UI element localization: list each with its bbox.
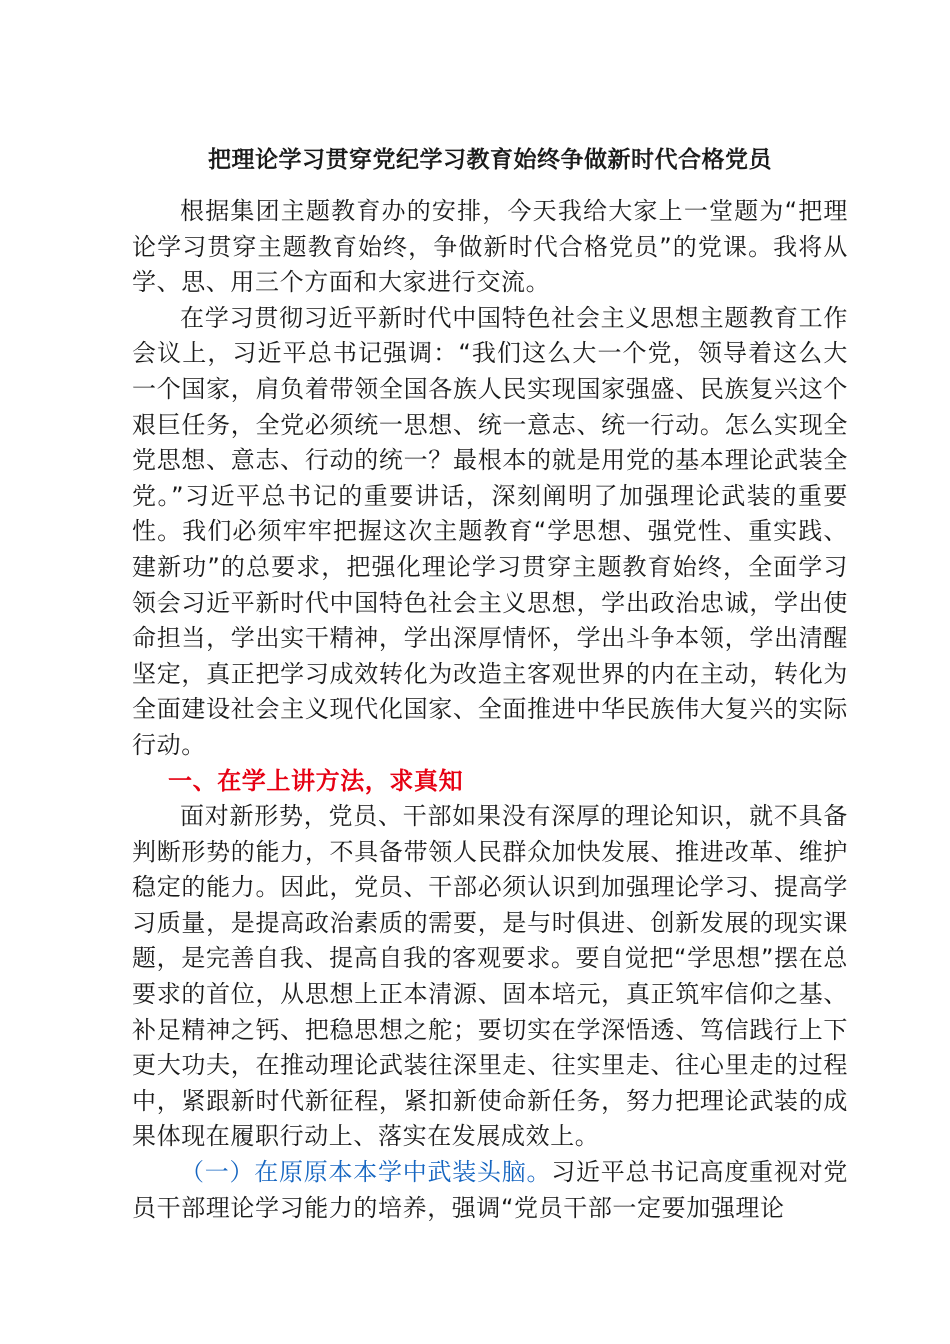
context-paragraph: 在学习贯彻习近平新时代中国特色社会主义思想主题教育工作会议上，习近平总书记强调：“我们这么大一个党，领导着这么大一个国家，肩负着带领全国各族人民实现国家强盛、民族复兴这个艰巨任务，全党必须统一思想、统一意志、统一行动。怎么实现全党思想、意志、行动的统一？最根本的就是用党的基本理论武装全党。”习近平总书记的重要讲话，深刻阐明了加强理论武装的重要性。我们必须牢牢把握这次主题教育“学思想、强党性、重实践、建新功”的总要求，把强化理论学习贯穿主题教育始终，全面学习领会习近平新时代中国特色社会主义思想，学出政治忠诚，学出使命担当，学出实干精神，学出深厚情怀，学出斗争本领，学出清醒坚定，真正把学习成效转化为改造主客观世界的内在主动，转化为全面建设社会主义现代化国家、全面推进中华民族伟大复兴的实际行动。 xyxy=(132,303,848,759)
subsection-paragraph xyxy=(132,1155,848,1226)
document-title: 把理论学习贯穿党纪学习教育始终争做新时代合格党员 xyxy=(208,147,772,173)
section-paragraph: 面对新形势，党员、干部如果没有深厚的理论知识，就不具备判断形势的能力，不具备带领人民群众加快发展、推进改革、维护稳定的能力。因此，党员、干部必须认识到加强理论学习、提高学习质量，是提高政治素质的需要，是与时俱进、创新发展的现实课题，是完善自我、提高自我的客观要求。要自觉把“学思想”摆在总要求的首位，从思想上正本清源、固本培元，真正筑牢信仰之基、补足精神之钙、把稳思想之舵；要切实在学深悟透、笃信践行上下更大功夫，在推动理论武装往深里走、往实里走、往心里走的过程中，紧跟新时代新征程，紧扣新使命新任务，努力把理论武装的成果体现在履职行动上、落实在发展成效上。 xyxy=(132,802,848,1151)
subsection-heading: （一）在原原本本学中武装头脑。 xyxy=(180,1158,552,1187)
section-heading: 一、在学上讲方法，求真知 xyxy=(168,766,464,795)
subsection-text: 习近平总书记高度重视对党员干部理论学习能力的培养，强调“党员干部一定要加强理论 xyxy=(132,1158,849,1222)
document-body xyxy=(132,140,848,1226)
intro-paragraph: 根据集团主题教育办的安排，今天我给大家上一堂题为“把理论学习贯穿主题教育始终，争做新时代合格党员”的党课。我将从学、思、用三个方面和大家进行交流。 xyxy=(132,197,848,297)
